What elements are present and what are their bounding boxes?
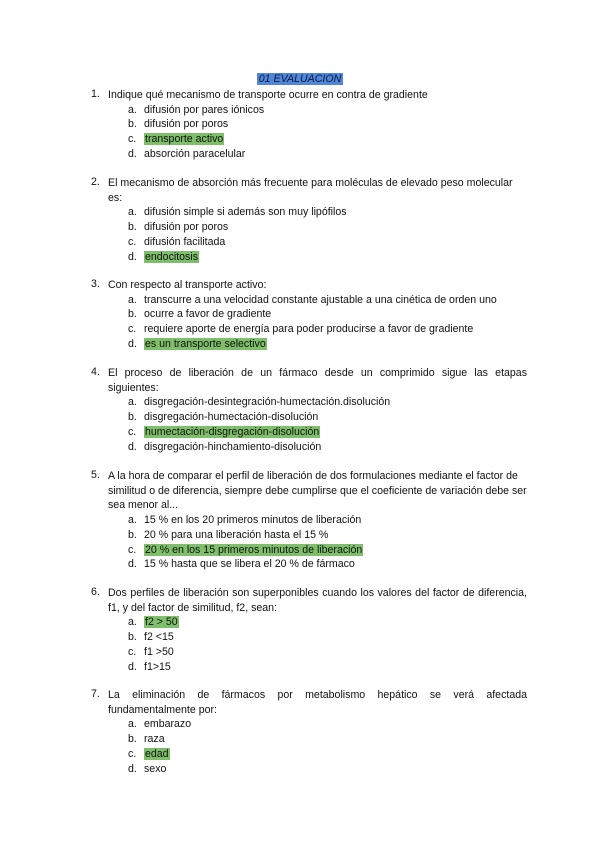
correct-answer-highlight: endocitosis bbox=[145, 250, 198, 263]
option-text: sexo bbox=[144, 762, 167, 775]
option-item bbox=[128, 132, 527, 147]
option-item bbox=[128, 513, 527, 528]
option-letter: d. bbox=[128, 440, 137, 453]
option-list bbox=[91, 513, 527, 572]
option-letter: d. bbox=[128, 660, 137, 673]
option-letter: d. bbox=[128, 762, 137, 775]
option-list bbox=[91, 717, 527, 776]
option-text: raza bbox=[144, 733, 165, 746]
option-letter: c. bbox=[128, 747, 137, 760]
option-letter: a. bbox=[128, 206, 137, 219]
option-text: difusión facilitada bbox=[144, 235, 226, 248]
option-list bbox=[91, 103, 527, 162]
option-item bbox=[128, 557, 527, 572]
correct-answer-highlight: transporte activo bbox=[145, 133, 224, 146]
question-number: 2. bbox=[91, 176, 100, 188]
page-title bbox=[0, 72, 600, 86]
question-text: El mecanismo de absorción más frecuente para moléculas de elevado peso molecular es: bbox=[108, 177, 513, 204]
option-letter: c. bbox=[128, 645, 137, 658]
option-item bbox=[128, 322, 527, 337]
question-4 bbox=[91, 366, 527, 454]
question-6 bbox=[91, 586, 527, 674]
option-text: difusión por poros bbox=[144, 118, 229, 131]
option-letter: c. bbox=[128, 133, 137, 146]
option-text: f1>15 bbox=[144, 660, 171, 673]
option-text: disgregación-humectación-disolución bbox=[144, 411, 319, 424]
correct-answer-highlight: humectación-disgregación-disolución bbox=[145, 425, 320, 438]
option-text: difusión por poros bbox=[144, 221, 229, 234]
option-text: absorción paracelular bbox=[144, 147, 246, 160]
option-item bbox=[128, 425, 527, 440]
option-letter: a. bbox=[128, 616, 137, 629]
option-text: embarazo bbox=[144, 718, 192, 731]
option-letter: a. bbox=[128, 103, 137, 116]
option-item bbox=[128, 410, 527, 425]
question-text: Dos perfiles de liberación son superponibles cuando los valores del factor de diferencia, f1, y del factor de similitud, f2, sean: bbox=[108, 587, 527, 614]
option-letter: d. bbox=[128, 147, 137, 160]
option-letter: d. bbox=[128, 250, 137, 263]
option-text: disgregación-desintegración-humectación.disolución bbox=[144, 396, 391, 409]
question-1 bbox=[91, 88, 527, 162]
option-item bbox=[128, 717, 527, 732]
question-number: 1. bbox=[91, 88, 100, 100]
option-list bbox=[91, 293, 527, 352]
option-item bbox=[128, 630, 527, 645]
option-letter: d. bbox=[128, 337, 137, 350]
option-text: difusión simple si además son muy lipófilos bbox=[144, 206, 347, 219]
option-letter: c. bbox=[128, 323, 137, 336]
option-letter: b. bbox=[128, 733, 137, 746]
option-item bbox=[128, 543, 527, 558]
option-text: ocurre a favor de gradiente bbox=[144, 308, 272, 321]
option-item bbox=[128, 250, 527, 265]
option-letter: b. bbox=[128, 411, 137, 424]
question-number: 6. bbox=[91, 586, 100, 598]
question-number: 5. bbox=[91, 469, 100, 481]
option-item bbox=[128, 747, 527, 762]
option-letter: d. bbox=[128, 558, 137, 571]
question-text: La eliminación de fármacos por metabolismo hepático se verá afectada fundamentalmente por: bbox=[108, 689, 527, 716]
option-item bbox=[128, 103, 527, 118]
option-text: f1 >50 bbox=[144, 645, 174, 658]
option-item bbox=[128, 235, 527, 250]
option-letter: b. bbox=[128, 631, 137, 644]
option-list bbox=[91, 205, 527, 264]
option-item bbox=[128, 660, 527, 675]
question-text: A la hora de comparar el perfil de liberación de dos formulaciones mediante el factor de similitud o de diferencia, siempre debe cumplirse que el coeficiente de variación debe ser sea menor al... bbox=[108, 470, 527, 512]
option-text: 15 % hasta que se libera el 20 % de fármaco bbox=[144, 558, 355, 571]
option-item bbox=[128, 337, 527, 352]
option-text: 20 % para una liberación hasta el 15 % bbox=[144, 528, 329, 541]
option-item bbox=[128, 147, 527, 162]
option-letter: b. bbox=[128, 528, 137, 541]
option-item bbox=[128, 293, 527, 308]
question-5 bbox=[91, 469, 527, 572]
option-text: disgregación-hinchamiento-disolución bbox=[144, 440, 322, 453]
option-item bbox=[128, 205, 527, 220]
correct-answer-highlight: edad bbox=[145, 747, 169, 760]
option-item bbox=[128, 440, 527, 455]
option-item bbox=[128, 762, 527, 777]
option-letter: a. bbox=[128, 718, 137, 731]
correct-answer-highlight: es un transporte selectivo bbox=[145, 337, 266, 350]
option-item bbox=[128, 117, 527, 132]
question-text: Indique qué mecanismo de transporte ocurre en contra de gradiente bbox=[108, 89, 428, 101]
option-text: requiere aporte de energía para poder producirse a favor de gradiente bbox=[144, 323, 474, 336]
option-letter: b. bbox=[128, 308, 137, 321]
option-text: difusión por pares iónicos bbox=[144, 103, 265, 116]
option-letter: c. bbox=[128, 543, 137, 556]
option-item bbox=[128, 395, 527, 410]
question-number: 7. bbox=[91, 688, 100, 700]
option-text: f2 <15 bbox=[144, 631, 174, 644]
option-letter: c. bbox=[128, 425, 137, 438]
option-item bbox=[128, 307, 527, 322]
correct-answer-highlight: f2 > 50 bbox=[145, 616, 178, 629]
option-letter: a. bbox=[128, 514, 137, 527]
question-number: 3. bbox=[91, 278, 100, 290]
question-3 bbox=[91, 278, 527, 352]
option-letter: a. bbox=[128, 293, 137, 306]
title-highlight: 01 EVALUACION bbox=[258, 73, 342, 85]
option-item bbox=[128, 528, 527, 543]
option-letter: a. bbox=[128, 396, 137, 409]
option-text: transcurre a una velocidad constante ajustable a una cinética de orden uno bbox=[144, 293, 497, 306]
question-number: 4. bbox=[91, 366, 100, 378]
option-item bbox=[128, 220, 527, 235]
option-item bbox=[128, 645, 527, 660]
option-letter: b. bbox=[128, 221, 137, 234]
question-text: El proceso de liberación de un fármaco desde un comprimido sigue las etapas siguientes: bbox=[108, 367, 527, 394]
option-list bbox=[91, 395, 527, 454]
option-text: 15 % en los 20 primeros minutos de liberación bbox=[144, 514, 362, 527]
option-letter: c. bbox=[128, 235, 137, 248]
option-list bbox=[91, 615, 527, 674]
question-7 bbox=[91, 688, 527, 776]
option-item bbox=[128, 615, 527, 630]
option-letter: b. bbox=[128, 118, 137, 131]
question-text: Con respecto al transporte activo: bbox=[108, 279, 267, 291]
question-2 bbox=[91, 176, 527, 264]
correct-answer-highlight: 20 % en los 15 primeros minutos de liberación bbox=[145, 543, 363, 556]
option-item bbox=[128, 732, 527, 747]
